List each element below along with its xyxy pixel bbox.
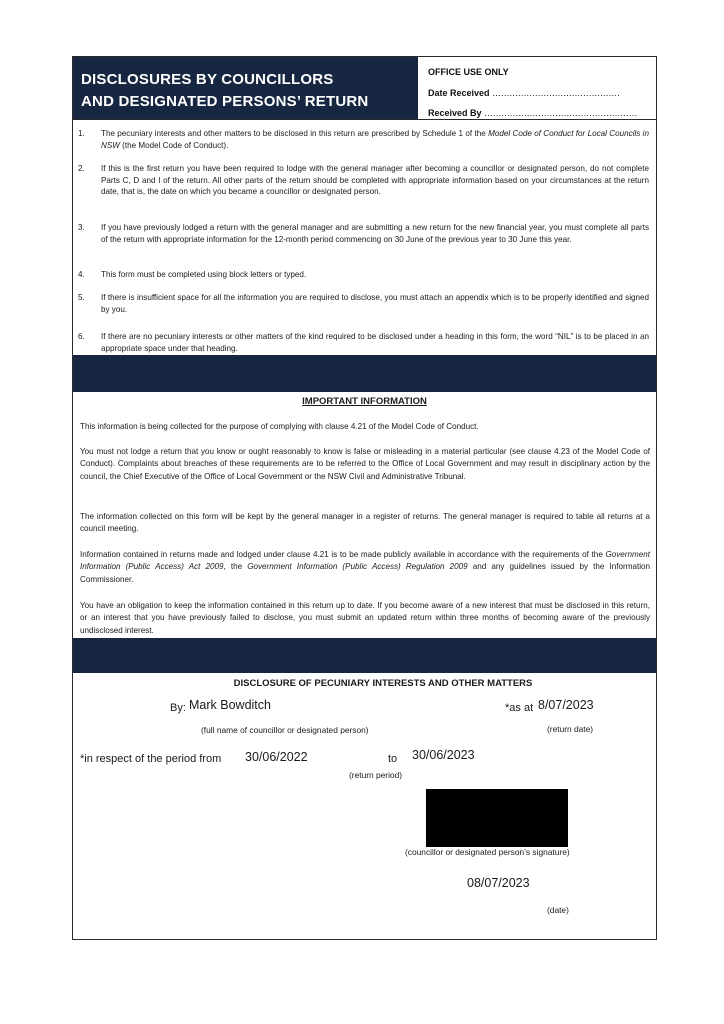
important-paragraph: You must not lodge a return that you know or ought reasonably to know is false or misleading in a material particular (see clause 4.23 of the Model Code of Conduct). Complaints about breaches of these requirements are to be referred to the Office of Local Government and may result in disciplinary action by the council, the Chief Executive of the Office of Local Government or the NSW Civil and Administrative Tribunal. [80,447,650,481]
full-name-value: Mark Bowditch [189,698,271,712]
section-divider-band [73,355,656,392]
important-paragraph: The information collected on this form will be kept by the general manager in a register of returns. The general manager is required to table all returns at a council meeting. [80,512,650,534]
period-to-value: 30/06/2023 [412,748,475,762]
signature-date-value: 08/07/2023 [467,876,530,890]
office-use-label: OFFICE USE ONLY [428,67,509,77]
full-name-caption: (full name of councillor or designated person) [201,725,369,735]
redacted-signature [426,789,568,847]
important-information-heading: IMPORTANT INFORMATION [302,396,427,407]
important-paragraph: Information contained in returns made and lodged under clause 4.21 is to be made publicly available in accordance with the requirements of the Government Information (Public Access) Act 2009, the Government Information (Public Access) Regulation 2009 and any guidelines issued by the Information Commissioner. [80,550,650,584]
return-date-caption: (return date) [547,724,594,734]
as-at-label: *as at [505,702,534,714]
important-paragraph: This information is being collected for the purpose of complying with clause 4.21 of the Model Code of Conduct. [80,422,479,431]
period-to-label: to [388,753,398,765]
office-use-box [419,57,656,119]
return-period-caption: (return period) [349,770,403,780]
period-from-value: 30/06/2022 [245,750,308,764]
period-label: *in respect of the period from [80,753,222,765]
header-divider [72,119,657,120]
form-title-banner [73,57,418,119]
by-label: By: [170,702,186,714]
form-title: DISCLOSURES BY COUNCILLORS AND DESIGNATED PERSONS’ RETURN [81,71,369,110]
received-by-field: Received By ……………………………………………… [428,108,638,118]
date-caption: (date) [547,905,569,915]
disclosure-heading: DISCLOSURE OF PECUNIARY INTERESTS AND OTHER MATTERS [233,678,533,689]
return-date-value: 8/07/2023 [538,698,594,712]
important-paragraph: You have an obligation to keep the information contained in this return up to date. If you become aware of a new interest that must be disclosed in this return, or an interest that you have previously failed to disclose, you must submit an updated return within three months of becoming aware of the previously undisclosed interest. [80,601,650,635]
section-divider-band [73,638,656,673]
date-received-field: Date Received ……………………………………… [428,88,620,98]
signature-caption: (councillor or designated person’s signature) [405,847,570,857]
